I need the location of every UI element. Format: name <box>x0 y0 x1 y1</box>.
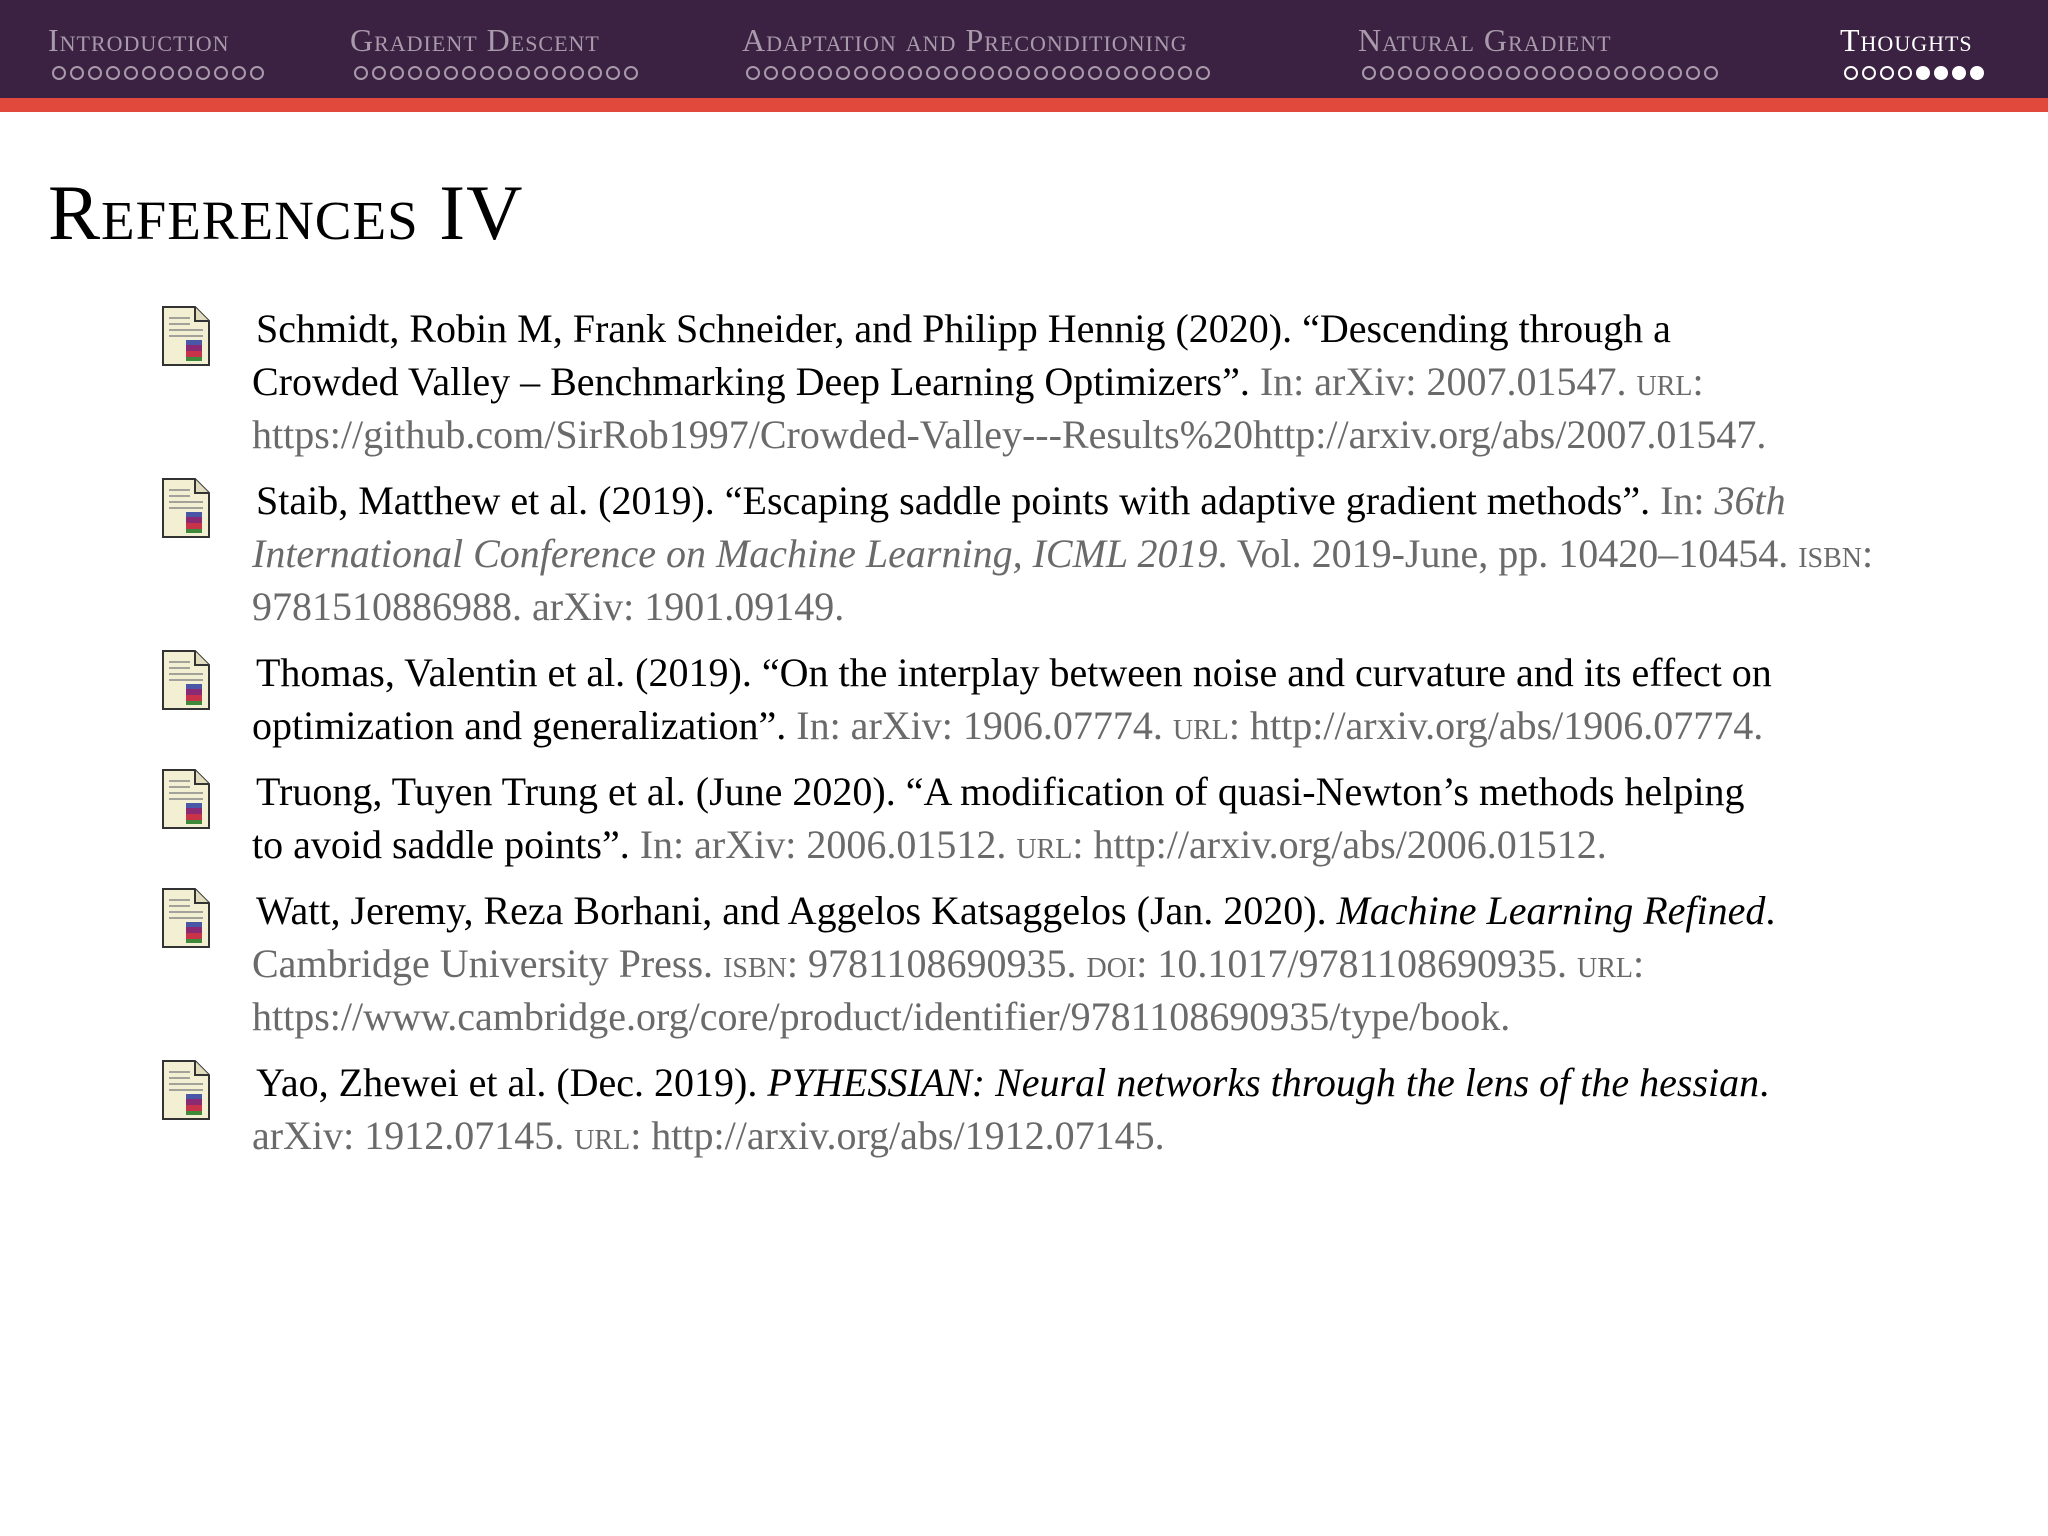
document-icon <box>160 304 212 368</box>
reference-text <box>252 474 1902 633</box>
slide-dot[interactable] <box>160 66 174 80</box>
reference-entry <box>0 884 2048 1043</box>
slide-dot[interactable] <box>1106 66 1120 80</box>
slide-dot[interactable] <box>1034 66 1048 80</box>
reference-book-title: Machine Learning Refined <box>1336 888 1766 933</box>
slide-dot[interactable] <box>534 66 548 80</box>
reference-text <box>252 646 1902 752</box>
slide-dot[interactable] <box>1524 66 1538 80</box>
slide-dot[interactable] <box>1124 66 1138 80</box>
slide-dot[interactable] <box>1142 66 1156 80</box>
slide-dot[interactable] <box>944 66 958 80</box>
document-icon <box>160 476 212 540</box>
slide-dot[interactable] <box>890 66 904 80</box>
reference-line: Thomas, Valentin et al. (2019). “On the interplay between noise and curvature and its effect on <box>256 650 1772 695</box>
slide-dot[interactable] <box>836 66 850 80</box>
slide-dot[interactable] <box>1016 66 1030 80</box>
slide-dot[interactable] <box>1970 66 1984 80</box>
slide-dot[interactable] <box>1560 66 1574 80</box>
slide-dot[interactable] <box>1362 66 1376 80</box>
slide-dot[interactable] <box>1160 66 1174 80</box>
reference-authors: Yao, Zhewei et al. (Dec. 2019). <box>256 1060 758 1105</box>
reference-text <box>252 302 1902 461</box>
doi-label: doi <box>1086 941 1137 986</box>
reference-details: . Vol. 2019-June, pp. 10420–10454. <box>1217 531 1789 576</box>
nav-slide-dots <box>1844 66 1984 80</box>
slide-dot[interactable] <box>588 66 602 80</box>
slide-dot[interactable] <box>1380 66 1394 80</box>
slide-dot[interactable] <box>854 66 868 80</box>
reference-in: In: <box>1660 478 1705 523</box>
nav-slide-dots <box>52 66 264 80</box>
nav-slide-dots <box>1362 66 1718 80</box>
slide-dot[interactable] <box>1596 66 1610 80</box>
nav-slide-dots <box>746 66 1210 80</box>
slide-dot[interactable] <box>1088 66 1102 80</box>
document-icon <box>160 886 212 950</box>
slide-dot[interactable] <box>624 66 638 80</box>
reference-url[interactable]: : http://arxiv.org/abs/1906.07774. <box>1228 703 1764 748</box>
reference-punct: . <box>1759 1060 1770 1105</box>
slide-dot[interactable] <box>872 66 886 80</box>
slide-dot[interactable] <box>214 66 228 80</box>
reference-title-cont: optimization and generalization”. <box>252 703 787 748</box>
slide-dot[interactable] <box>1934 66 1948 80</box>
slide-dot[interactable] <box>908 66 922 80</box>
slide-dot[interactable] <box>800 66 814 80</box>
url-label: url <box>1016 822 1073 867</box>
slide-dot[interactable] <box>178 66 192 80</box>
slide-dot[interactable] <box>1704 66 1718 80</box>
nav-section-title[interactable]: Adaptation and Preconditioning <box>742 22 1188 58</box>
slide-dot[interactable] <box>498 66 512 80</box>
slide-dot[interactable] <box>516 66 530 80</box>
slide-dot[interactable] <box>1434 66 1448 80</box>
reference-entry <box>0 302 2048 461</box>
slide-dot[interactable] <box>1470 66 1484 80</box>
slide-dot[interactable] <box>1506 66 1520 80</box>
reference-url[interactable]: : https://github.com/SirRob1997/Crowded-Valley---Results%20http://arxiv.org/abs/2007.01547. <box>252 359 1767 457</box>
reference-journal: In: arXiv: 2006.01512. <box>639 822 1007 867</box>
reference-isbn: : 9781108690935. <box>786 941 1077 986</box>
slide-dot[interactable] <box>372 66 386 80</box>
slide-dot[interactable] <box>106 66 120 80</box>
slide-dot[interactable] <box>1178 66 1192 80</box>
reference-line <box>252 884 1902 937</box>
slide-dot[interactable] <box>552 66 566 80</box>
slide-dot[interactable] <box>1844 66 1858 80</box>
slide-dot[interactable] <box>1542 66 1556 80</box>
navigation-bar <box>0 0 2048 98</box>
reference-entry <box>0 765 2048 871</box>
slide-dot[interactable] <box>962 66 976 80</box>
url-label: url <box>1636 359 1693 404</box>
slide-dot[interactable] <box>444 66 458 80</box>
reference-doi[interactable]: : 10.1017/9781108690935. <box>1136 941 1568 986</box>
isbn-label: isbn <box>723 941 787 986</box>
reference-journal: In: arXiv: 2007.01547. <box>1259 359 1627 404</box>
slide-dot[interactable] <box>1650 66 1664 80</box>
reference-source <box>640 822 1607 867</box>
slide-dot[interactable] <box>142 66 156 80</box>
slide-dot[interactable] <box>1862 66 1876 80</box>
reference-source <box>252 1113 1165 1158</box>
slide-dot[interactable] <box>746 66 760 80</box>
reference-line: Truong, Tuyen Trung et al. (June 2020). “A modification of quasi-Newton’s methods helping <box>256 769 1745 814</box>
reference-source <box>796 703 1763 748</box>
nav-section-title[interactable]: Thoughts <box>1840 22 1973 58</box>
reference-text <box>252 884 1902 1043</box>
nav-accent-stripe <box>0 98 2048 112</box>
slide-dot[interactable] <box>232 66 246 80</box>
slide-dot[interactable] <box>1488 66 1502 80</box>
reference-authors: Watt, Jeremy, Reza Borhani, and Aggelos Katsaggelos (Jan. 2020). <box>256 888 1327 933</box>
reference-text <box>252 765 1902 871</box>
slide-dot[interactable] <box>1880 66 1894 80</box>
slide-dot[interactable] <box>1398 66 1412 80</box>
url-label: url <box>1577 941 1634 986</box>
slide-dot[interactable] <box>462 66 476 80</box>
slide-dot[interactable] <box>1052 66 1066 80</box>
nav-section-title[interactable]: Natural Gradient <box>1358 22 1612 58</box>
slide-dot[interactable] <box>818 66 832 80</box>
reference-arxiv: arXiv: 1912.07145. <box>252 1113 565 1158</box>
slide-dot[interactable] <box>1196 66 1210 80</box>
slide-dot[interactable] <box>1578 66 1592 80</box>
document-icon <box>160 648 212 712</box>
slide-dot[interactable] <box>998 66 1012 80</box>
isbn-label: isbn <box>1798 531 1863 576</box>
nav-section-title[interactable]: Introduction <box>48 22 230 58</box>
slide-dot[interactable] <box>408 66 422 80</box>
slide-dot[interactable] <box>70 66 84 80</box>
reference-source <box>252 941 1644 1039</box>
slide-dot[interactable] <box>390 66 404 80</box>
slide-dot[interactable] <box>426 66 440 80</box>
reference-entry <box>0 646 2048 752</box>
reference-url[interactable]: : http://arxiv.org/abs/2006.01512. <box>1072 822 1607 867</box>
slide-dot[interactable] <box>1898 66 1912 80</box>
slide-dot[interactable] <box>606 66 620 80</box>
reference-title-cont: Crowded Valley – Benchmarking Deep Learning Optimizers”. <box>252 359 1250 404</box>
slide-dot[interactable] <box>570 66 584 80</box>
slide-dot[interactable] <box>52 66 66 80</box>
slide-dot[interactable] <box>782 66 796 80</box>
reference-line: Staib, Matthew et al. (2019). “Escaping saddle points with adaptive gradient methods”. <box>256 478 1651 523</box>
slide-dot[interactable] <box>1916 66 1930 80</box>
reference-book-title: PYHESSIAN: Neural networks through the lens of the hessian <box>767 1060 1760 1105</box>
url-label: url <box>574 1113 631 1158</box>
slide-dot[interactable] <box>1416 66 1430 80</box>
slide-dot[interactable] <box>1614 66 1628 80</box>
nav-slide-dots <box>354 66 638 80</box>
reference-url[interactable]: : http://arxiv.org/abs/1912.07145. <box>630 1113 1165 1158</box>
slide-dot[interactable] <box>124 66 138 80</box>
reference-entry <box>0 1056 2048 1162</box>
slide-dot[interactable] <box>980 66 994 80</box>
reference-line: Schmidt, Robin M, Frank Schneider, and Philipp Hennig (2020). “Descending through a <box>256 306 1671 351</box>
reference-title-cont: to avoid saddle points”. <box>252 822 630 867</box>
document-icon <box>160 1058 212 1122</box>
slide-dot[interactable] <box>196 66 210 80</box>
reference-line <box>252 1056 1902 1109</box>
url-label: url <box>1172 703 1229 748</box>
slide-dot[interactable] <box>1070 66 1084 80</box>
document-icon <box>160 767 212 831</box>
reference-journal: In: arXiv: 1906.07774. <box>796 703 1163 748</box>
reference-entry <box>0 474 2048 633</box>
reference-list <box>0 302 2048 1175</box>
frame-title: References IV <box>48 169 524 256</box>
slide-dot[interactable] <box>88 66 102 80</box>
nav-section-title[interactable]: Gradient Descent <box>350 22 600 58</box>
slide-dot[interactable] <box>764 66 778 80</box>
slide-dot[interactable] <box>1686 66 1700 80</box>
slide-dot[interactable] <box>1668 66 1682 80</box>
slide-dot[interactable] <box>480 66 494 80</box>
slide-dot[interactable] <box>354 66 368 80</box>
reference-venue: 36th International Conference on Machine Learning, ICML 2019 <box>252 478 1786 576</box>
reference-text <box>252 1056 1902 1162</box>
reference-punct: . <box>1765 888 1776 933</box>
slide-dot[interactable] <box>250 66 264 80</box>
reference-url[interactable]: : https://www.cambridge.org/core/product/identifier/9781108690935/type/book. <box>252 941 1645 1039</box>
slide-dot[interactable] <box>1452 66 1466 80</box>
slide-dot[interactable] <box>1632 66 1646 80</box>
reference-publisher: Cambridge University Press. <box>252 941 714 986</box>
slide-dot[interactable] <box>926 66 940 80</box>
slide-dot[interactable] <box>1952 66 1966 80</box>
reference-isbn: : 9781510886988. arXiv: 1901.09149. <box>252 531 1874 629</box>
